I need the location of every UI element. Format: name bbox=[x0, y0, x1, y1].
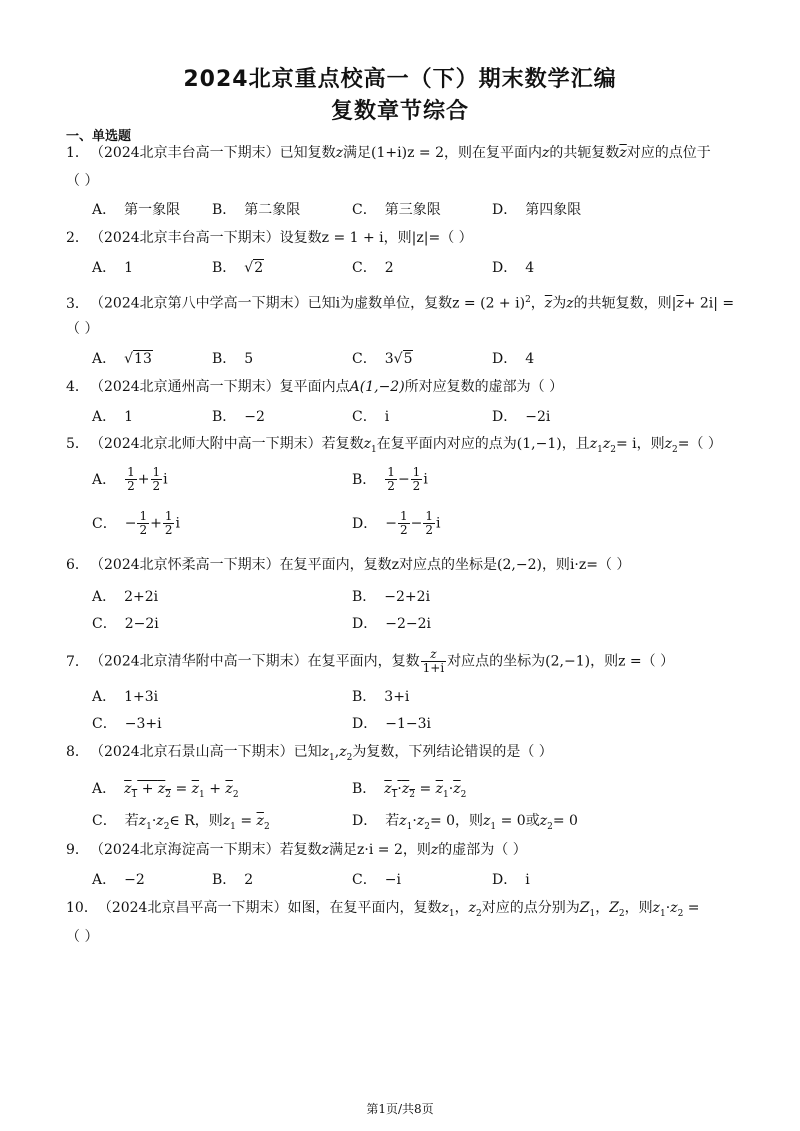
answer-paren: （ ） bbox=[66, 173, 99, 189]
question-2: 2．（2024北京丰台高一下期末）设复数z = 1 + i，则|z|=（ ） bbox=[66, 230, 473, 246]
option-a: A． $z_1 + z_2 = \overline{z}_1 + \overline{z}_2$ bbox=[92, 781, 239, 800]
option-a: A． √13 bbox=[92, 351, 152, 367]
question-5: 5．（2024北京北师大附中高一下期末）若复数$z_1$在复平面内对应的点为(1,−1)，且$z_1z_2= i$，则$z_2=$（ ） bbox=[66, 436, 722, 455]
option-b: B． −2+2i bbox=[352, 589, 431, 605]
option-c: C． 2 bbox=[352, 260, 394, 276]
option-c: C． 若$z_1\cdot z_2\in$ R，则$z_1 = \overline{z}_2$ bbox=[92, 813, 270, 832]
option-c: C． i bbox=[352, 409, 390, 425]
answer-paren: （ ） bbox=[66, 929, 99, 945]
question-1: 1．（2024北京丰台高一下期末）已知复数z满足(1+i)z = 2，则在复平面内z的共轭复数$\overline{z}$对应的点位于 bbox=[66, 145, 711, 161]
option-b: B． 5 bbox=[212, 351, 254, 367]
option-d: D． − $\frac{1}{2}$ − $\frac{1}{2}$ i bbox=[352, 509, 441, 537]
option-a: A． 1 bbox=[92, 260, 134, 276]
question-10: 10．（2024北京昌平高一下期末）如图，在复平面内，复数$z_1$，$z_2$对应的点分别为$Z_1$，$Z_2$，则$z_1\cdot z_2$ = bbox=[66, 900, 700, 919]
option-a: A． −2 bbox=[92, 872, 145, 888]
option-d: D． 若$z_1\cdot z_2= 0$，则$z_1 = 0$或$z_2= 0$ bbox=[352, 813, 578, 832]
page-footer: 第1页/共8页 bbox=[366, 1102, 434, 1116]
option-a: A． 2+2i bbox=[92, 589, 159, 605]
option-c: C． − $\frac{1}{2}$ + $\frac{1}{2}$ i bbox=[92, 509, 180, 537]
page-title: 2024北京重点校高一（下）期末数学汇编 bbox=[183, 67, 617, 92]
option-d: D． 4 bbox=[492, 260, 535, 276]
option-a: A． 第一象限 bbox=[92, 202, 181, 218]
option-a: A． $\frac{1}{2}$ + $\frac{1}{2}$ i bbox=[92, 465, 168, 493]
option-c: C． 3√5 bbox=[352, 351, 413, 367]
page-subtitle: 复数章节综合 bbox=[330, 99, 469, 124]
option-a: A． 1 bbox=[92, 409, 134, 425]
question-8: 8．（2024北京石景山高一下期末）已知$z_1,z_2$为复数，下列结论错误的是（ ） bbox=[66, 744, 553, 763]
option-b: B． 2 bbox=[212, 872, 254, 888]
option-b: B． $\frac{1}{2}$ − $\frac{1}{2}$ i bbox=[352, 465, 428, 493]
option-c: C． −3+i bbox=[92, 716, 162, 732]
option-b: B． √2 bbox=[212, 260, 264, 276]
option-b: B． 第二象限 bbox=[212, 202, 301, 218]
option-d: D． −1−3i bbox=[352, 716, 431, 732]
option-b: B． $z_1\cdot z_2 = \overline{z}_1\cdot\overline{z}_2$ bbox=[352, 781, 467, 800]
question-6: 6．（2024北京怀柔高一下期末）在复平面内，复数z对应点的坐标是(2,−2)，则i·z=（ ） bbox=[66, 557, 631, 573]
option-d: D． 4 bbox=[492, 351, 535, 367]
option-b: B． 3+i bbox=[352, 689, 410, 705]
option-d: D． −2i bbox=[492, 409, 551, 425]
option-c: C． −i bbox=[352, 872, 401, 888]
section-heading: 一、单选题 bbox=[66, 129, 132, 144]
option-c: C． 第三象限 bbox=[352, 202, 441, 218]
option-b: B． −2 bbox=[212, 409, 265, 425]
question-9: 9．（2024北京海淀高一下期末）若复数z满足z·i = 2，则z的虚部为（ ） bbox=[66, 842, 527, 858]
answer-paren: （ ） bbox=[66, 321, 99, 337]
option-d: D． 第四象限 bbox=[492, 202, 582, 218]
option-d: D． i bbox=[492, 872, 530, 888]
question-7: 7．（2024北京清华附中高一下期末）在复平面内，复数 $\frac{z}{1+i}$ 对应点的坐标为(2,−1)，则z =（ ） bbox=[66, 647, 675, 675]
option-a: A． 1+3i bbox=[92, 689, 159, 705]
question-4: 4．（2024北京通州高一下期末）复平面内点A(1,−2)所对应复数的虚部为（ ） bbox=[66, 379, 564, 395]
option-c: C． 2−2i bbox=[92, 616, 159, 632]
question-3: 3．（2024北京第八中学高一下期末）已知i为虚数单位，复数$z = (2 + i)^2$，$\overline{z}$为z的共轭复数，则$|\overline{z}+ 2i|$ = bbox=[66, 295, 735, 312]
option-d: D． −2−2i bbox=[352, 616, 431, 632]
